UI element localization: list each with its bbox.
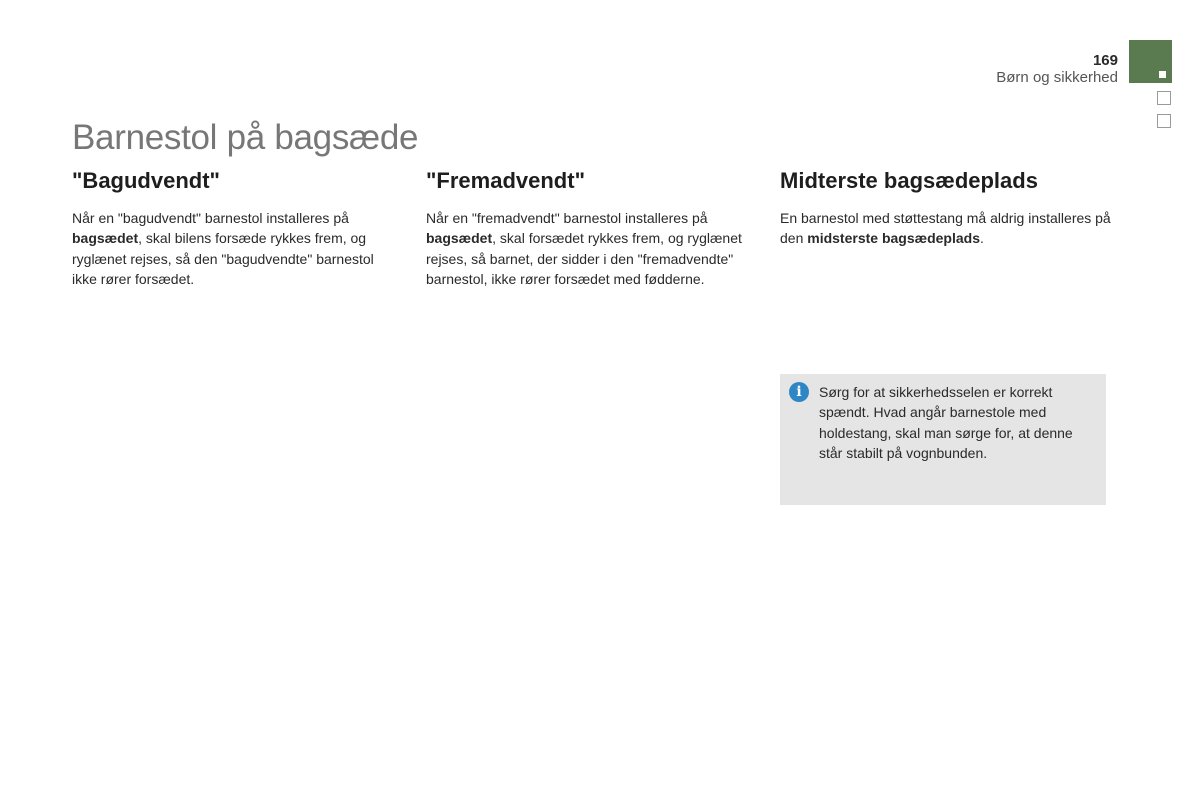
section-marker-icon[interactable] [1157, 91, 1171, 105]
page-title: Barnestol på bagsæde [72, 118, 419, 157]
column-forward-facing [426, 168, 748, 289]
column-rear-facing [72, 168, 392, 289]
info-box [780, 374, 1106, 505]
page-number: 169 [1092, 52, 1118, 69]
column-body: En barnestol med støttestang må aldrig installeres på den midsterste bagsædeplads. [780, 210, 1111, 247]
column-body: Når en "fremadvendt" barnestol installeres på bagsædet, skal forsædet rykkes frem, og ryglænet rejses, så barnet, der sidder i den "fremadvendte" barnestol, ikke rører forsædet med fødderne. [426, 210, 742, 287]
info-text: Sørg for at sikkerhedsselen er korrekt spændt. Hvad angår barnestole med holdestang, skal man sørge for, at denne står stabilt på vognbunden. [819, 384, 1073, 461]
active-section-marker-icon [1159, 71, 1166, 78]
column-body: Når en "bagudvendt" barnestol installeres på bagsædet, skal bilens forsæde rykkes frem, og ryglænet rejses, så den "bagudvendte" barnestol ikke rører forsædet. [72, 210, 374, 287]
section-marker-icon[interactable] [1157, 114, 1171, 128]
info-icon: i [789, 382, 809, 402]
column-middle-seat [780, 168, 1120, 249]
chapter-name: Børn og sikkerhed [996, 69, 1118, 86]
column-heading: Midterste bagsædeplads [780, 168, 1038, 193]
column-heading: "Fremadvendt" [426, 168, 586, 193]
chapter-nav-tab[interactable] [1129, 40, 1172, 83]
column-heading: "Bagudvendt" [72, 168, 220, 193]
